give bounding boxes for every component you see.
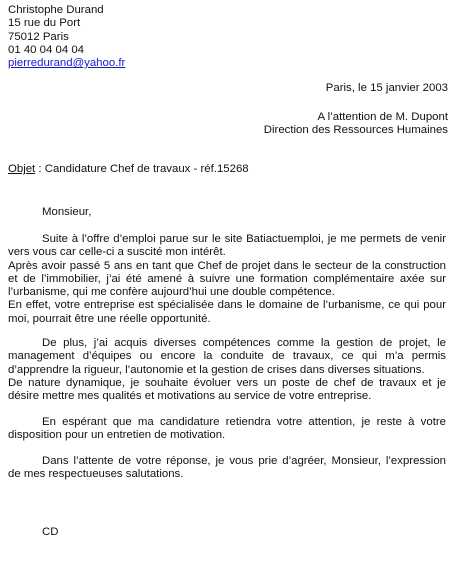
paragraph-3-line: En espérant que ma candidature retiendra votre attention, je reste à votre (42, 416, 446, 428)
paragraph-1-line: l’urbanisme, qui me confère aujourd’hui une double compétence. (8, 286, 335, 299)
paragraph-2-line: management d’équipes ou encore la conduite de travaux, ce qui m’a permis (8, 350, 446, 363)
sender-phone: 01 40 04 04 04 (8, 43, 85, 56)
subject-text: : Candidature Chef de travaux - réf.15268 (35, 163, 249, 175)
signature: CD (42, 526, 59, 538)
subject-label: Objet (8, 163, 36, 175)
salutation: Monsieur, (42, 206, 92, 218)
sender-city: 75012 Paris (8, 30, 69, 43)
recipient-block (264, 111, 448, 138)
subject-line (8, 163, 249, 176)
paragraph-4 (8, 455, 446, 482)
paragraph-2-line: De plus, j’ai acquis diverses compétences comme la gestion de projet, le (42, 337, 446, 349)
paragraph-4-line: Dans l’attente de votre réponse, je vous prie d’agréer, Monsieur, l’expression (42, 455, 446, 467)
sender-name: Christophe Durand (8, 4, 104, 16)
sender-email-link[interactable]: pierredurand@yahoo.fr (8, 57, 126, 70)
paragraph-2 (8, 337, 446, 403)
paragraph-4-line: de mes respectueuses salutations. (8, 468, 184, 481)
paragraph-1-line: vers vous car celle-ci a suscité mon intérêt. (8, 246, 226, 259)
paragraph-3-line: disposition pour un entretien de motivation. (8, 429, 226, 442)
paragraph-1-line: Suite à l’offre d’emploi parue sur le site Batiactuemploi, je me permets de venir (42, 233, 446, 245)
paragraph-3 (8, 416, 446, 443)
paragraph-1-line: En effet, votre entreprise est spécialisée dans le domaine de l’urbanisme, ce qui pour (8, 299, 446, 312)
sender-block (8, 4, 125, 70)
paragraph-1 (8, 233, 446, 326)
paragraph-1-line: et de l’immobilier, j’ai été amené à suivre une formation complémentaire axée sur (8, 272, 446, 285)
letter-date: Paris, le 15 janvier 2003 (325, 82, 448, 94)
paragraph-2-line: désire mettre mes qualités et motivations au service de votre entreprise. (8, 390, 372, 403)
paragraph-2-line: De nature dynamique, je souhaite évoluer vers un poste de chef de travaux et je (8, 376, 446, 389)
paragraph-1-line: Après avoir passé 5 ans en tant que Chef de projet dans le secteur de la construction (8, 259, 446, 272)
paragraph-1-line: moi, pourrait être une réelle opportunité. (8, 312, 211, 325)
recipient-attention: A l’attention de M. Dupont (317, 111, 448, 123)
paragraph-2-line: d’apprendre la rigueur, l’autonomie et la gestion de crises dans diverses situations. (8, 363, 425, 376)
sender-street: 15 rue du Port (8, 17, 81, 30)
recipient-department: Direction des Ressources Humaines (263, 124, 448, 137)
